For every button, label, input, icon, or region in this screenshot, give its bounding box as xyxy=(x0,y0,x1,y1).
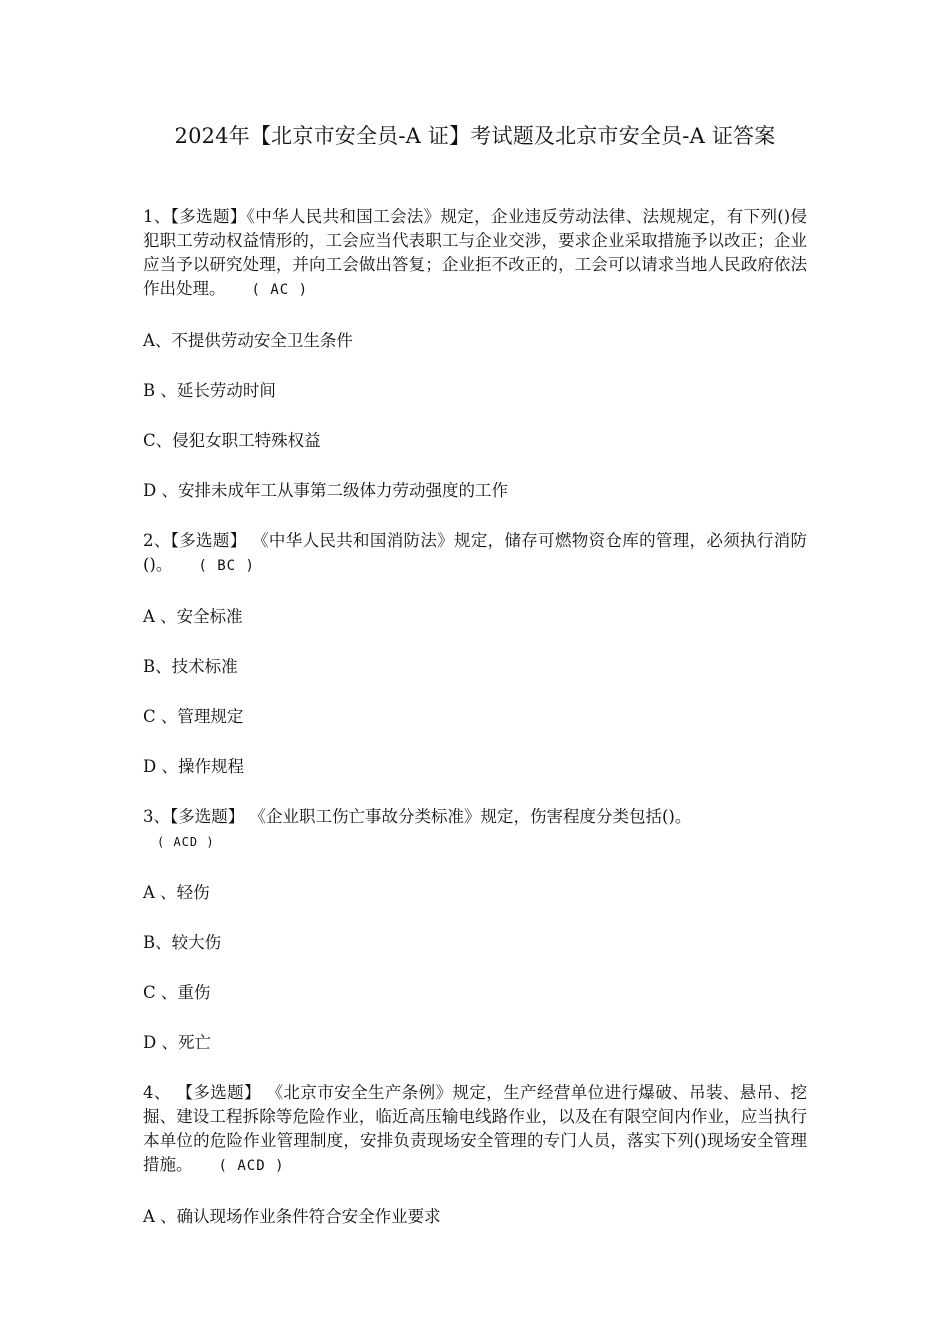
question-1-option-b: B 、延长劳动时间 xyxy=(143,381,276,400)
question-1-answer: ( AC ) xyxy=(251,282,309,298)
question-2-option-d: D 、操作规程 xyxy=(143,757,244,776)
question-2 xyxy=(143,529,807,805)
question-text xyxy=(143,1081,807,1178)
question-4-text: 4、 【多选题】 《北京市安全生产条例》规定，生产经营单位进行爆破、吊装、悬吊、挖掘、建设工程拆除等危险作业，临近高压输电线路作业，以及在有限空间内作业，应当执行本单位的危险作业管理制度，安排负责现场安全管理的专门人员，落实下列()现场安全管理措施。 xyxy=(143,1083,807,1174)
question-3-option-a: A 、轻伤 xyxy=(143,883,210,902)
question-1 xyxy=(143,205,807,529)
question-4-option-a: A 、确认现场作业条件符合安全作业要求 xyxy=(143,1207,441,1226)
question-text xyxy=(143,529,807,578)
question-2-option-a: A 、安全标准 xyxy=(143,607,243,626)
question-text xyxy=(143,205,807,302)
question-3-text: 3、【多选题】 《企业职工伤亡事故分类标准》规定，伤害程度分类包括()。 xyxy=(143,807,692,826)
question-3-answer: ( ACD ) xyxy=(157,835,215,849)
question-list xyxy=(143,205,807,1229)
question-4 xyxy=(143,1081,807,1229)
question-1-option-c: C、侵犯女职工特殊权益 xyxy=(143,431,321,450)
question-2-answer: ( BC ) xyxy=(198,558,255,574)
question-2-option-b: B、技术标准 xyxy=(143,657,238,676)
question-1-option-a: A、不提供劳动安全卫生条件 xyxy=(143,331,353,350)
question-2-text: 2、【多选题】 《中华人民共和国消防法》规定，储存可燃物资仓库的管理，必须执行消防()。 xyxy=(143,531,807,574)
question-1-text: 1、【多选题】《中华人民共和国工会法》规定，企业违反劳动法律、法规规定，有下列()侵犯职工劳动权益情形的，工会应当代表职工与企业交涉，要求企业采取措施予以改正；企业应当予以研究处理，并向工会做出答复；企业拒不改正的，工会可以请求当地人民政府依法作出处理。 xyxy=(143,207,807,298)
question-1-option-d: D 、安排未成年工从事第二级体力劳动强度的工作 xyxy=(143,481,508,500)
question-3-option-d: D 、死亡 xyxy=(143,1033,211,1052)
question-2-option-c: C 、管理规定 xyxy=(143,707,244,726)
question-4-answer: ( ACD ) xyxy=(218,1158,285,1174)
document-title: 2024年【北京市安全员-A 证】考试题及北京市安全员-A 证答案 xyxy=(174,124,776,148)
question-text xyxy=(143,805,807,854)
question-3 xyxy=(143,805,807,1081)
question-3-option-c: C 、重伤 xyxy=(143,983,211,1002)
question-3-option-b: B、较大伤 xyxy=(143,933,222,952)
